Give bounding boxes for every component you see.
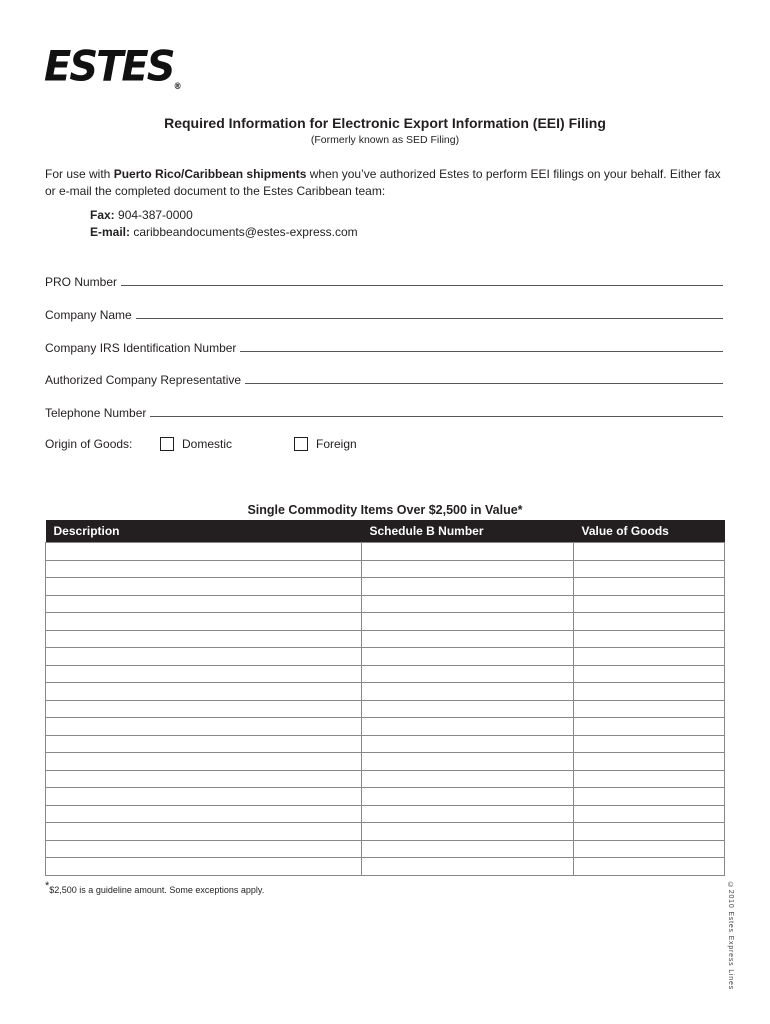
table-row: [46, 770, 725, 788]
schedule-b-cell[interactable]: [362, 578, 574, 596]
pro-number-line[interactable]: [121, 284, 723, 286]
description-cell[interactable]: [46, 753, 362, 771]
value-cell[interactable]: [574, 753, 725, 771]
representative-line[interactable]: [245, 382, 723, 384]
telephone-label: Telephone Number: [45, 406, 147, 420]
description-header: Description: [46, 520, 362, 543]
schedule-b-cell[interactable]: [362, 788, 574, 806]
schedule-b-cell[interactable]: [362, 753, 574, 771]
value-cell[interactable]: [574, 595, 725, 613]
description-cell[interactable]: [46, 840, 362, 858]
description-cell[interactable]: [46, 613, 362, 631]
table-row: [46, 683, 725, 701]
form-title: Required Information for Electronic Export Information (EEI) Filing: [164, 115, 606, 131]
table-row: [46, 823, 725, 841]
value-cell[interactable]: [574, 805, 725, 823]
value-cell[interactable]: [574, 858, 725, 876]
table-row: [46, 630, 725, 648]
table-row: [46, 648, 725, 666]
description-cell[interactable]: [46, 543, 362, 561]
company-name-field[interactable]: [45, 306, 723, 322]
company-name-label: Company Name: [45, 308, 132, 322]
description-cell[interactable]: [46, 735, 362, 753]
schedule-b-cell[interactable]: [362, 823, 574, 841]
schedule-b-header: Schedule B Number: [362, 520, 574, 543]
fax-line: Fax: 904-387-0000: [90, 208, 193, 222]
email-line: E-mail: caribbeandocuments@estes-express.com: [90, 225, 358, 239]
value-cell[interactable]: [574, 543, 725, 561]
description-cell[interactable]: [46, 648, 362, 666]
telephone-field[interactable]: [45, 404, 723, 420]
schedule-b-cell[interactable]: [362, 683, 574, 701]
value-cell[interactable]: [574, 630, 725, 648]
schedule-b-cell[interactable]: [362, 770, 574, 788]
table-row: [46, 718, 725, 736]
table-row: [46, 613, 725, 631]
schedule-b-cell[interactable]: [362, 613, 574, 631]
description-cell[interactable]: [46, 823, 362, 841]
table-row: [46, 788, 725, 806]
schedule-b-cell[interactable]: [362, 630, 574, 648]
schedule-b-cell[interactable]: [362, 648, 574, 666]
value-cell[interactable]: [574, 613, 725, 631]
form-subtitle: (Formerly known as SED Filing): [310, 134, 460, 146]
description-cell[interactable]: [46, 595, 362, 613]
table-header-row: [46, 520, 725, 543]
foreign-option[interactable]: [294, 437, 357, 451]
table-row: [46, 560, 725, 578]
schedule-b-cell[interactable]: [362, 665, 574, 683]
table-row: [46, 595, 725, 613]
estes-logo: ESTES®: [44, 42, 182, 92]
description-cell[interactable]: [46, 665, 362, 683]
value-cell[interactable]: [574, 840, 725, 858]
value-cell[interactable]: [574, 700, 725, 718]
value-cell[interactable]: [574, 770, 725, 788]
value-cell[interactable]: [574, 718, 725, 736]
schedule-b-cell[interactable]: [362, 858, 574, 876]
origin-of-goods: [45, 437, 132, 451]
schedule-b-cell[interactable]: [362, 840, 574, 858]
schedule-b-cell[interactable]: [362, 560, 574, 578]
pro-number-label: PRO Number: [45, 275, 118, 289]
description-cell[interactable]: [46, 770, 362, 788]
value-header: Value of Goods: [574, 520, 725, 543]
foreign-label: Foreign: [316, 437, 357, 451]
pro-number-field[interactable]: [45, 273, 723, 289]
irs-id-line[interactable]: [240, 350, 723, 352]
commodity-table-title: Single Commodity Items Over $2,500 in Value*: [247, 503, 523, 517]
description-cell[interactable]: [46, 788, 362, 806]
value-cell[interactable]: [574, 578, 725, 596]
schedule-b-cell[interactable]: [362, 700, 574, 718]
schedule-b-cell[interactable]: [362, 543, 574, 561]
irs-id-field[interactable]: [45, 339, 723, 355]
origin-label: Origin of Goods:: [45, 437, 133, 451]
irs-id-label: Company IRS Identification Number: [45, 341, 237, 355]
company-name-line[interactable]: [136, 317, 723, 319]
value-cell[interactable]: [574, 735, 725, 753]
table-row: [46, 805, 725, 823]
description-cell[interactable]: [46, 858, 362, 876]
value-cell[interactable]: [574, 648, 725, 666]
commodity-table: [45, 520, 725, 876]
table-row: [46, 735, 725, 753]
table-row: [46, 700, 725, 718]
table-row: [46, 578, 725, 596]
value-cell[interactable]: [574, 823, 725, 841]
table-row: [46, 753, 725, 771]
table-row: [46, 840, 725, 858]
domestic-checkbox[interactable]: [160, 437, 174, 451]
description-cell[interactable]: [46, 630, 362, 648]
representative-field[interactable]: [45, 371, 723, 387]
intro-paragraph: For use with Puerto Rico/Caribbean shipments when you’ve authorized Estes to perform EEI filings on your behalf. Either fax or e-mail the completed document to the Estes Caribbean team:: [45, 167, 721, 198]
description-cell[interactable]: [46, 683, 362, 701]
footnote: *$2,500 is a guideline amount. Some exceptions apply.: [45, 880, 265, 895]
description-cell[interactable]: [46, 560, 362, 578]
value-cell[interactable]: [574, 560, 725, 578]
value-cell[interactable]: [574, 683, 725, 701]
representative-label: Authorized Company Representative: [45, 373, 242, 387]
table-row: [46, 665, 725, 683]
schedule-b-cell[interactable]: [362, 805, 574, 823]
value-cell[interactable]: [574, 788, 725, 806]
schedule-b-cell[interactable]: [362, 718, 574, 736]
foreign-checkbox[interactable]: [294, 437, 308, 451]
schedule-b-cell[interactable]: [362, 595, 574, 613]
description-cell[interactable]: [46, 718, 362, 736]
description-cell[interactable]: [46, 700, 362, 718]
schedule-b-cell[interactable]: [362, 735, 574, 753]
description-cell[interactable]: [46, 805, 362, 823]
domestic-option[interactable]: [160, 437, 232, 451]
telephone-line[interactable]: [150, 415, 723, 417]
copyright: ©2010 Estes Express Lines: [727, 882, 734, 990]
domestic-label: Domestic: [182, 437, 233, 451]
description-cell[interactable]: [46, 578, 362, 596]
table-row: [46, 858, 725, 876]
table-row: [46, 543, 725, 561]
value-cell[interactable]: [574, 665, 725, 683]
